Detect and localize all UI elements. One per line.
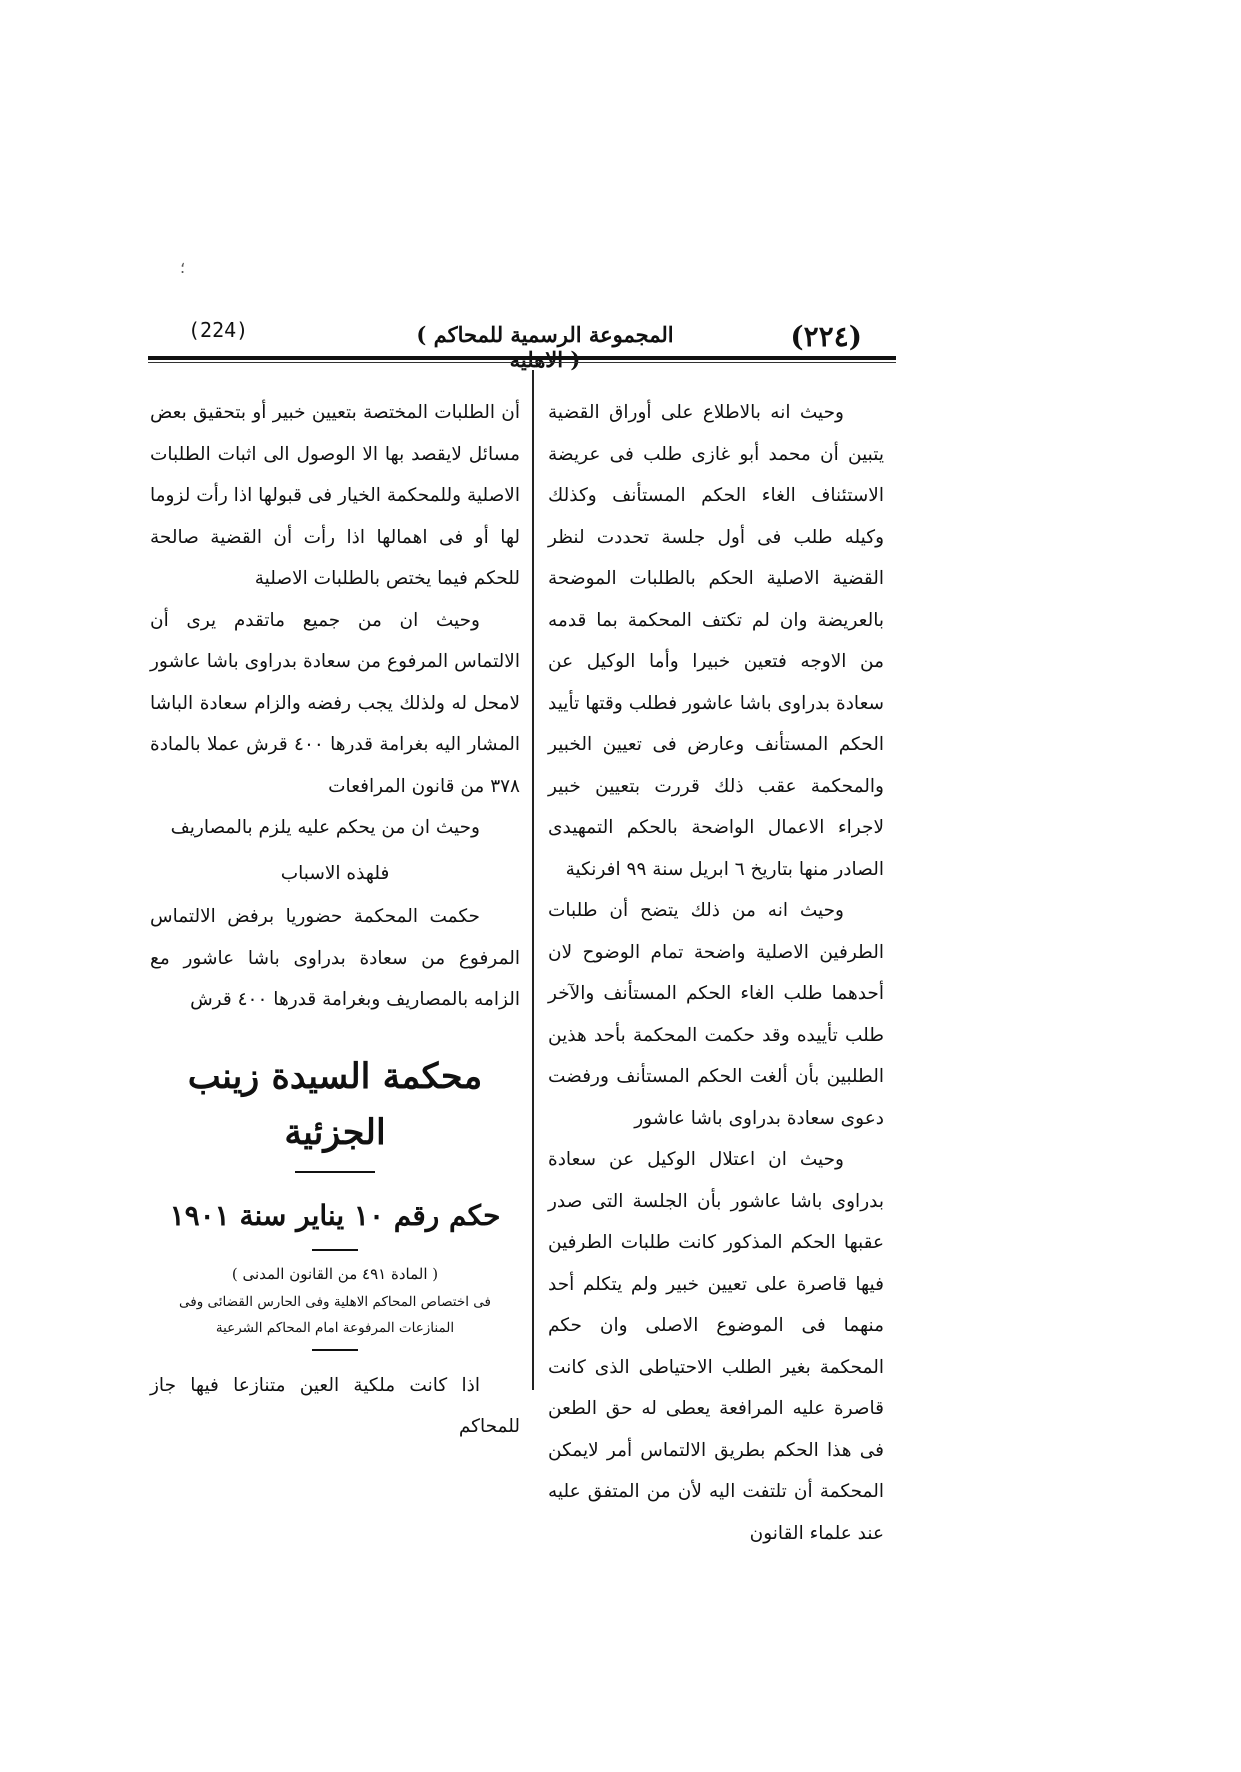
left-paragraph-1: أن الطلبات المختصة بتعيين خبير أو بتحقيق بعض مسائل لايقصد بها الا الوصول الى اثبات الطلبات الاصلية وللمحكمة الخيار فى قبولها اذا رأت لزوما لها أو فى اهمالها اذا رأت أن القضية صالحة للحكم فيما يختص بالطلبات الاصلية	[150, 402, 520, 589]
article-reference: ( المادة ٤٩١ من القانون المدنى )	[231, 1264, 439, 1283]
right-paragraph-2: وحيث انه من ذلك يتضح أن طلبات الطرفين الاصلية واضحة تمام الوضوح لان أحدهما طلب الغاء الحكم المستأنف والآخر طلب تأييده وقد حكمت المحكمة بأحد هذين الطلبين بأن ألغت الحكم المستأنف ورفضت دعوى سعادة بدراوى باشا عاشور	[548, 900, 884, 1129]
verdict-paragraph: حكمت المحكمة حضوريا برفض الالتماس المرفوع من سعادة بدراوى باشا عاشور مع الزامه بالمصاريف وبغرامة قدرها ٤٠٠ قرش	[150, 906, 520, 1010]
page-number-arabic: (٢٢٤)	[790, 320, 862, 353]
stray-mark: ؛	[180, 258, 186, 277]
right-paragraph-3: وحيث ان اعتلال الوكيل عن سعادة بدراوى باشا عاشور بأن الجلسة التى صدر عقبها الحكم المذكور كانت طلبات الطرفين فيها قاصرة على تعيين خبير ولم يتكلم أحد منهما فى الموضوع الاصلى وان حكم المحكمة بغير الطلب الاحتياطى الذى كانت قاصرة عليه المرافعة يعطى له حق الطعن فى هذا الحكم بطريق الالتماس أمر لايمكن المحكمة أن تلتفت اليه لأن من المتفق عليه عند علماء القانون	[548, 1149, 884, 1544]
ruling-rule	[312, 1249, 358, 1251]
summary-rule	[312, 1349, 358, 1351]
right-paragraph-1: وحيث انه بالاطلاع على أوراق القضية يتبين أن محمد أبو غازى طلب فى عريضة الاستئناف الغاء الحكم المستأنف وكذلك وكيله طلب فى أول جلسة تحددت لنظر القضية الاصلية الحكم بالطلبات الموضحة بالعريضة وان لم تكتف المحكمة بما قدمه من الاوجه فتعين خبيرا وأما الوكيل عن سعادة بدراوى باشا عاشور فطلب وقتها تأييد الحكم المستأنف وعارض فى تعيين الخبير والمحكمة عقب ذلك قررت بتعيين خبير لاجراء الاعمال الواضحة بالحكم التمهيدى الصادر منها بتاريخ ٦ ابريل سنة ٩٩ افرنكية	[548, 402, 884, 880]
reasons-heading: فلهذه الاسباب	[280, 862, 390, 884]
header-rule-thin	[148, 362, 896, 363]
ruling-summary: فى اختصاص المحاكم الاهلية وفى الحارس القضائى وفى المنازعات المرفوعة امام المحاكم الشرعية	[179, 1293, 491, 1336]
running-title: ( المجموعة الرسمية للمحاكم	[416, 322, 674, 347]
title-rule	[295, 1171, 375, 1173]
right-column	[548, 392, 884, 1554]
ruling-first-line: اذا كانت ملكية العين متنازعا فيها جاز للمحاكم	[150, 1374, 520, 1437]
left-paragraph-3: وحيث ان من يحكم عليه يلزم بالمصاريف	[170, 817, 480, 838]
left-paragraph-2: وحيث ان من جميع ماتقدم يرى أن الالتماس المرفوع من سعادة بدراوى باشا عاشور لامحل له ولذلك يجب رفضه والزام سعادة الباشا المشار اليه بغرامة قدرها ٤٠٠ قرش عملا بالمادة ٣٧٨ من قانون المرافعات	[150, 609, 521, 797]
page-number-latin: (224)	[188, 318, 249, 342]
left-column	[150, 392, 520, 1448]
header-rule	[148, 356, 896, 360]
court-title: محكمة السيدة زينب الجزئية	[187, 1055, 483, 1153]
ruling-title: حكم رقم ١٠ يناير سنة ١٩٠١	[169, 1198, 501, 1232]
column-divider	[532, 370, 534, 1390]
